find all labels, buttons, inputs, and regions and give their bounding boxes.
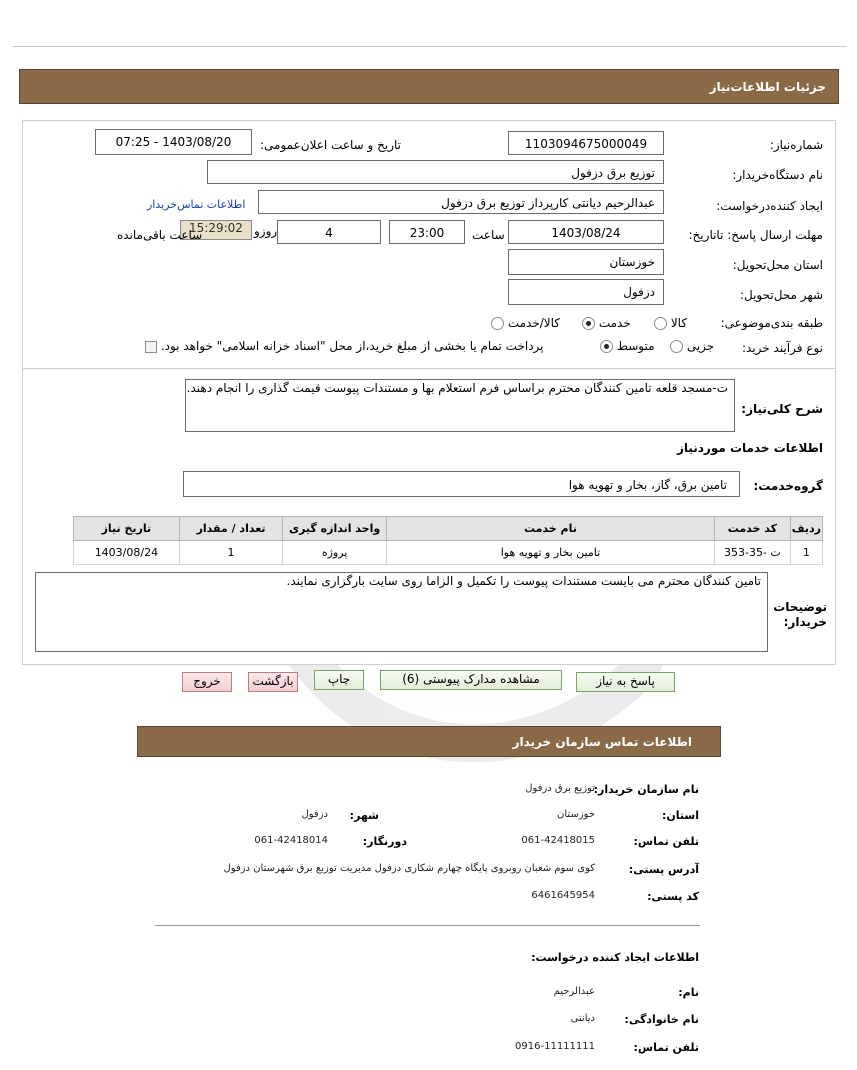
contact-divider xyxy=(155,925,700,926)
print-button[interactable]: چاپ xyxy=(314,670,364,690)
category-option-both[interactable] xyxy=(491,316,560,330)
category-label: طبقه بندی‌موضوعی: xyxy=(720,316,823,330)
description-textarea[interactable]: ت-مسجد قلعه تامین کنندگان محترم براساس فرم استعلام بها و مستندات پیوست قیمت گذاری را انجام دهند. xyxy=(185,379,735,432)
services-section-title: اطلاعات خدمات موردنیاز xyxy=(676,441,823,455)
table-row xyxy=(74,541,823,565)
creator-label: ایجاد کننده‌درخواست: xyxy=(716,199,823,213)
category-option-goods-label: کالا xyxy=(670,316,688,330)
contact-address-label: آدرس پستی: xyxy=(628,863,699,876)
need-number-label: شماره‌نیاز: xyxy=(769,138,823,152)
category-option-goods[interactable] xyxy=(654,316,687,330)
buyer-notes-textarea[interactable]: تامین کنندگان محترم می بایست مستندات پیوست را تکمیل و الزاما روی سایت بارگزاری نمایند. xyxy=(35,572,768,652)
back-button[interactable]: بازگشت xyxy=(248,672,298,692)
cell-service-name: تامین بخار و تهویه هوا xyxy=(386,541,714,565)
contact-org-label: نام سازمان خریدار: xyxy=(593,783,699,796)
requester-phone-label: تلفن تماس: xyxy=(633,1041,699,1054)
contact-fax-label: دورنگار: xyxy=(362,835,407,848)
deadline-time-field: 23:00 xyxy=(389,220,465,244)
category-option-service[interactable] xyxy=(582,316,631,330)
table-header-row xyxy=(74,517,823,541)
buyer-notes-label-line1: توضیحات xyxy=(773,600,827,614)
contact-postal-label: کد پستی: xyxy=(647,890,699,903)
contact-phone-value: 061-42418015 xyxy=(521,835,595,846)
treasury-note: پرداخت تمام یا بخشی از مبلغ خرید،از محل "اسناد خزانه اسلامی" خواهد بود. xyxy=(160,339,544,353)
process-option-medium[interactable] xyxy=(600,339,655,353)
radio-goods-icon[interactable] xyxy=(654,317,667,330)
view-attachments-button[interactable]: مشاهده مدارک پیوستی (6) xyxy=(380,670,562,690)
column-header: کد خدمت xyxy=(714,517,790,541)
service-group-label: گروه‌خدمت: xyxy=(753,479,823,493)
deadline-label: مهلت ارسال پاسخ: تاتاریخ: xyxy=(688,228,823,242)
buyer-org-field: توزیع برق دزفول xyxy=(207,160,664,184)
city-field: دزفول xyxy=(508,279,664,305)
radio-both-icon[interactable] xyxy=(491,317,504,330)
column-header: تاریخ نیاز xyxy=(74,517,180,541)
announce-date-field: 1403/08/20 - 07:25 xyxy=(95,129,252,155)
city-label: شهر محل‌تحویل: xyxy=(739,288,823,302)
exit-button[interactable]: خروج xyxy=(182,672,232,692)
contact-section-header xyxy=(137,726,721,757)
column-header: نام خدمت xyxy=(386,517,714,541)
contact-section-title: اطلاعات تماس سازمان خریدار xyxy=(512,735,692,749)
column-header: تعداد / مقدار xyxy=(179,517,283,541)
requester-family-label: نام خانوادگی: xyxy=(624,1013,699,1026)
cell-need-date: 1403/08/24 xyxy=(74,541,180,565)
column-header: ردیف xyxy=(790,517,822,541)
radio-medium-icon[interactable] xyxy=(600,340,613,353)
category-option-both-label: کالا/خدمت xyxy=(507,316,561,330)
deadline-time-label: ساعت xyxy=(472,228,505,242)
day-label: روزو xyxy=(254,224,278,238)
column-header: واحد اندازه گیری xyxy=(283,517,387,541)
cell-row-number: 1 xyxy=(790,541,822,565)
process-option-medium-label: متوسط xyxy=(616,339,655,353)
contact-province-label: استان: xyxy=(662,809,699,822)
reply-button[interactable]: پاسخ به نیاز xyxy=(576,672,675,692)
contact-city-value: دزفول xyxy=(301,809,328,820)
contact-city-label: شهر: xyxy=(349,809,379,822)
day-count-field: 4 xyxy=(277,220,381,244)
announce-label: تاریخ و ساعت اعلان‌عمومی: xyxy=(260,138,402,152)
requester-section-title: اطلاعات ایجاد کننده درخواست: xyxy=(531,951,699,964)
requester-phone-value: 0916-11111111 xyxy=(515,1041,595,1052)
requester-family-value: دیانتی xyxy=(570,1013,595,1024)
page-header xyxy=(19,69,839,104)
process-option-partial[interactable] xyxy=(670,339,714,353)
remaining-time-display: 15:29:02 xyxy=(180,220,252,240)
creator-field: عبدالرحیم دیانتی کارپرداز توزیع برق دزفول xyxy=(258,190,664,214)
buyer-notes-label-line2: خریدار: xyxy=(783,615,827,629)
province-field: خوزستان xyxy=(508,249,664,275)
contact-province-value: خوزستان xyxy=(557,809,595,820)
treasury-payment-option[interactable] xyxy=(145,339,544,353)
contact-address-value: کوی سوم شعبان روبروی پایگاه چهارم شکاری دزفول مدیریت توزیع برق شهرستان دزفول xyxy=(223,863,595,874)
process-label: نوع فرآیند خرید: xyxy=(742,341,823,355)
service-group-field: تامین برق، گاز، بخار و تهویه هوا xyxy=(183,471,740,497)
radio-partial-icon[interactable] xyxy=(670,340,683,353)
category-option-service-label: خدمت xyxy=(598,316,631,330)
description-label: شرح کلی‌نیاز: xyxy=(741,402,823,416)
buyer-contact-link[interactable]: اطلاعات تماس‌خریدار xyxy=(147,198,246,211)
deadline-date-field: 1403/08/24 xyxy=(508,220,664,244)
contact-phone-label: تلفن تماس: xyxy=(633,835,699,848)
process-option-partial-label: جزیی xyxy=(686,339,715,353)
contact-fax-value: 061-42418014 xyxy=(254,835,328,846)
buyer-org-label: نام دستگاه‌خریدار: xyxy=(732,168,823,182)
cell-quantity: 1 xyxy=(179,541,283,565)
radio-service-icon[interactable] xyxy=(582,317,595,330)
requester-name-label: نام: xyxy=(678,986,699,999)
cell-unit: پروژه xyxy=(283,541,387,565)
top-divider xyxy=(12,46,847,47)
contact-postal-value: 6461645954 xyxy=(531,890,595,901)
contact-org-value: توزیع برق دزفول xyxy=(525,783,595,794)
need-number-field: 1103094675000049 xyxy=(508,131,664,155)
province-label: استان محل‌تحویل: xyxy=(732,258,823,272)
section-divider xyxy=(22,368,836,369)
page-title: جزئیات اطلاعات‌نیاز xyxy=(709,80,826,94)
cell-service-code: ت -35-353 xyxy=(714,541,790,565)
services-table xyxy=(73,516,823,565)
checkbox-icon[interactable] xyxy=(145,341,157,353)
requester-name-value: عبدالرحیم xyxy=(553,986,595,997)
remaining-label: ساعت باقی‌مانده xyxy=(117,228,203,242)
